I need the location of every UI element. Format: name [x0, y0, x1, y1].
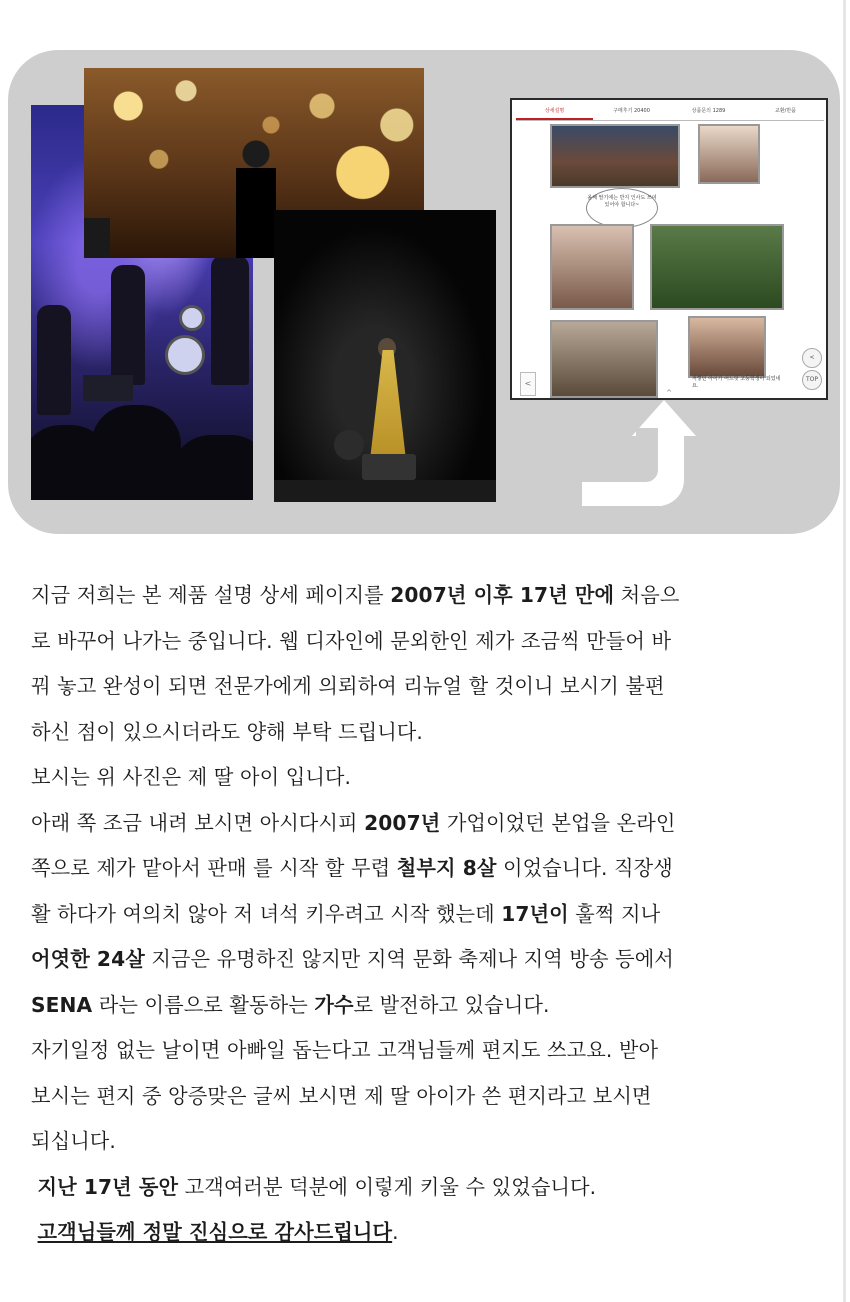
arrow-tail	[582, 482, 636, 506]
yellow-dress-figure	[370, 350, 406, 460]
stage-floor	[274, 480, 496, 502]
bold-run: SENA	[31, 992, 93, 1017]
bold-underlined-run: 고객님들께 정말 진심으로 감사드립니다	[37, 1220, 393, 1244]
text-run: 가업이었던 본업을 온라인	[440, 810, 676, 835]
bold-run: 2007년	[364, 810, 441, 835]
text-run: 아래 쪽 조금 내려 보시면 아시다시피	[31, 810, 365, 835]
text-line: 보시는 편지 중 앙증맞은 글씨 보시면 제 딸 아이가 쓴 편지라고 보시면	[31, 1083, 652, 1108]
yellow-dress-photo	[274, 210, 496, 502]
singer-figure	[111, 265, 145, 385]
text-run: 활 하다가 여의치 않아 저 녀석 키우려고 시작 했는데	[31, 901, 502, 926]
arrow-inner-cut	[636, 428, 658, 482]
text-line: 보시는 위 사진은 제 딸 아이 입니다.	[31, 765, 352, 789]
text-line	[31, 1210, 831, 1256]
text-run: 이었습니다. 직장생	[496, 856, 673, 880]
text-run: 지금은 유명하진 않지만 지역 문화 축제나 지역 방송 등에서	[144, 947, 674, 971]
bold-run: 지난 17년 동안	[37, 1174, 179, 1199]
greenhouse-photo	[550, 124, 680, 188]
text-line: 되십니다.	[31, 1129, 116, 1153]
crowd-silhouette	[171, 435, 253, 500]
text-line	[31, 801, 831, 847]
product-page-screenshot	[510, 98, 828, 400]
father-daughter-photo	[688, 316, 766, 378]
crowd-silhouette	[91, 405, 181, 500]
text-run: 처음으	[614, 583, 680, 607]
text-run: 쪽으로 제가 맡아서 판매 를 시작 할 무렵	[31, 856, 397, 880]
bold-run: 철부지 8살	[396, 856, 497, 880]
father-child-photo	[698, 124, 760, 184]
screenshot-tab: 교환/반품	[774, 108, 796, 114]
guitarist-figure	[211, 255, 249, 385]
drum-shape	[165, 335, 205, 375]
cymbal-shape	[179, 305, 205, 331]
text-line: 자기일정 없는 날이면 아빠일 돕는다고 고객님들께 편지도 쓰고요. 받아	[31, 1038, 659, 1062]
text-line	[31, 1165, 831, 1211]
screenshot-tabs	[516, 102, 824, 121]
bold-run: 가수	[314, 992, 354, 1017]
bold-run: 17년이	[501, 901, 569, 926]
page-right-border	[843, 0, 846, 1302]
screenshot-tab: 상품문의 1289	[691, 108, 726, 114]
amp-shape	[83, 375, 133, 401]
monitor-speaker	[362, 454, 416, 480]
guitarist-figure	[37, 305, 71, 415]
arrow-inner-cut	[582, 470, 636, 482]
description-text	[31, 573, 831, 1256]
prev-arrow-icon: <	[520, 372, 536, 396]
bold-run: 2007년 이후 17년 만에	[390, 583, 615, 607]
text-line	[31, 846, 831, 892]
screenshot-tab: 구매후기 20400	[613, 108, 650, 114]
text-run: 로 발전하고 있습니다.	[353, 992, 550, 1017]
share-icon: <	[802, 348, 822, 368]
chevron-up-icon: ^	[666, 389, 672, 397]
text-run: 지금 저희는 본 제품 설명 상세 페이지를	[31, 583, 391, 607]
text-line: 로 바꾸어 나가는 중입니다. 웹 디자인에 문외한인 제가 조금씩 만들어 바	[31, 628, 672, 653]
text-line: 꿔 놓고 완성이 되면 전문가에게 의뢰하여 리뉴얼 할 것이니 보시기 불편	[31, 674, 665, 698]
speaker-shape	[84, 218, 110, 258]
text-run: 고객여러분 덕분에 이렇게 키울 수 있었습니다.	[178, 1174, 597, 1199]
text-run: 훌쩍 지나	[568, 901, 661, 926]
text-line	[31, 573, 831, 619]
girl-eating-photo	[550, 224, 634, 310]
singer-figure	[234, 140, 278, 258]
text-run: 라는 이름으로 활동하는	[92, 992, 315, 1017]
screenshot-caption: 저렇던 아이가 어느덧 고등학생이 되었네요.	[692, 376, 781, 389]
speech-bubble: 올해 딸기에는 반지 인사도 쓰여 있어야 합니다~	[586, 188, 658, 228]
text-line	[31, 983, 831, 1029]
harvest-photo	[550, 320, 658, 398]
text-run: .	[392, 1220, 399, 1244]
bold-run: 어엿한 24살	[31, 947, 145, 971]
top-button: TOP	[802, 370, 822, 390]
text-line: 하신 점이 있으시더라도 양해 부탁 드립니다.	[31, 719, 423, 744]
farm-work-photo	[650, 224, 784, 310]
text-line	[31, 892, 831, 938]
drum-shape	[334, 430, 364, 460]
text-line	[31, 937, 831, 983]
screenshot-tab: 상세설명	[516, 102, 593, 120]
